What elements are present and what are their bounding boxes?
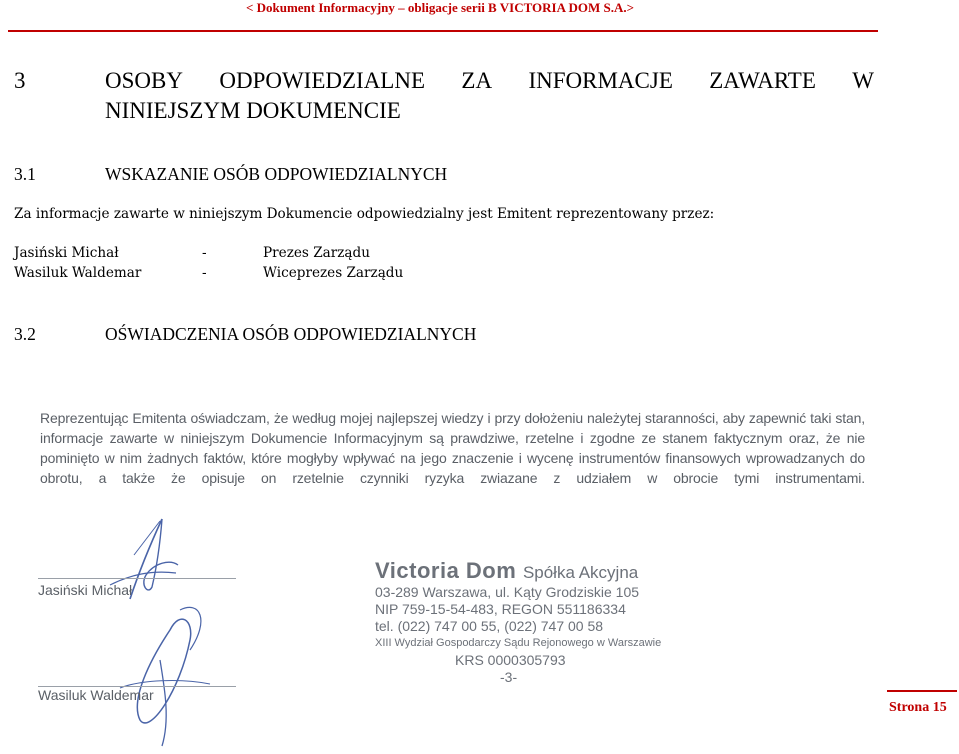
responsible-persons-paragraph: Za informacje zawarte w niniejszym Dokumencie odpowiedzialny jest Emitent reprezentowany przez: [14,206,715,222]
person-dash: - [202,265,207,281]
section-3-heading [14,66,874,126]
stamp-company-name: Victoria Dom [375,558,517,583]
section-3-1-title: WSKAZANIE OSÓB ODPOWIEDZIALNYCH [105,164,448,184]
signature-wasiluk [110,600,220,750]
stamp-address: 03-289 Warszawa, ul. Kąty Grodziskie 105 [375,584,640,600]
company-stamp [375,558,661,686]
person-role: Wiceprezes Zarządu [263,265,404,281]
section-3-number: 3 [14,68,26,93]
stamp-phones: tel. (022) 747 00 55, (022) 747 00 58 [375,618,604,634]
footer-divider [887,690,957,692]
section-3-2-title: OŚWIADCZENIA OSÓB ODPOWIEDZIALNYCH [105,324,477,344]
person-row [14,265,404,281]
document-header-title: < Dokument Informacyjny – obligacje serii B VICTORIA DOM S.A.> [245,0,635,15]
responsibility-statement: Reprezentując Emitenta oświadczam, że według mojej najlepszej wiedzy i przy dołożeniu należytej staranności, aby zapewnić taki stan, informacje zawarte w niniejszym Dokumencie Informacyjnym są prawdziwe, rzetelne i zgodne ze stanem faktycznym oraz, że nie pominięto w nim żadnych faktów, które mogłyby wpływać na jego znaczenie i wycenę instrumentów finansowych wprowadzanych do obrotu, a także że opisuje on rzetelnie czynniki ryzyka zwiazane z udziałem w obrocie tymi instrumentami. [40,410,865,486]
stamp-company-suffix: Spółka Akcyjna [522,563,639,582]
section-3-title-line1: OSOBY ODPOWIEDZIALNE ZA INFORMACJE ZAWARTE W [105,68,874,93]
person-dash: - [202,245,207,261]
page-number: Strona 15 [889,700,947,715]
signature-label: Jasiński Michał [38,582,133,598]
stamp-mark: -3- [500,669,518,685]
person-name: Jasiński Michał [14,245,119,261]
stamp-nip-regon: NIP 759-15-54-483, REGON 551186334 [375,601,626,617]
section-3-title-line2: NINIEJSZYM DOKUMENCIE [105,98,401,123]
stamp-krs: KRS 0000305793 [455,652,566,668]
person-role: Prezes Zarządu [263,245,370,261]
section-3-2-number: 3.2 [14,324,36,344]
header-divider [8,30,878,32]
signature-line [38,578,236,579]
section-3-1-number: 3.1 [14,164,36,184]
signature-label: Wasiluk Waldemar [38,687,154,703]
stamp-court: XIII Wydział Gospodarczy Sądu Rejonowego w Warszawie [375,637,662,649]
person-row [14,245,370,261]
person-name: Wasiluk Waldemar [14,265,142,281]
